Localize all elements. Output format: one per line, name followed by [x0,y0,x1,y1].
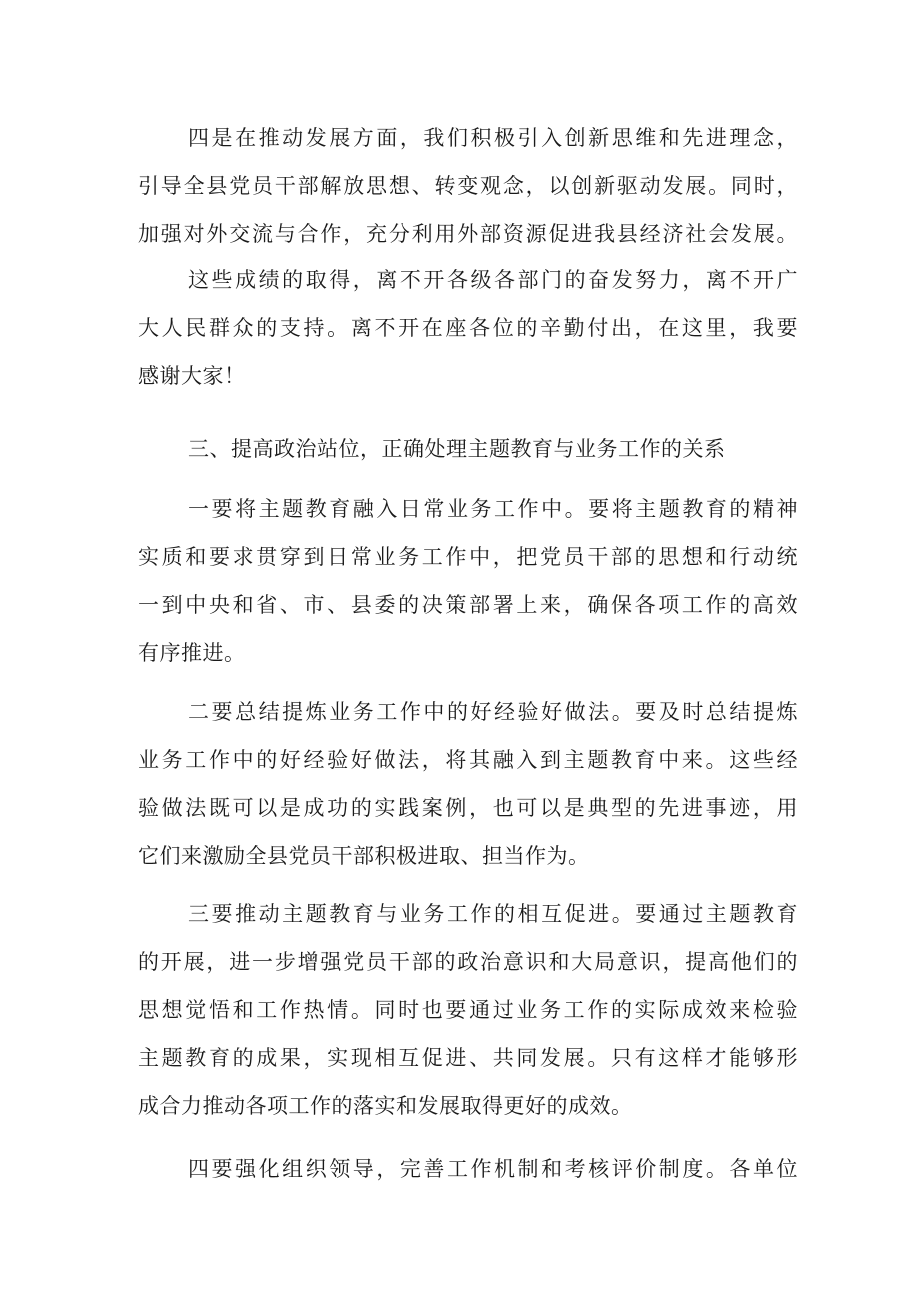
paragraph-line: 的开展，进一步增强党员干部的政治意识和大局意识，提高他们的 [138,950,798,974]
paragraph-line: 加强对外交流与合作，充分利用外部资源促进我县经济社会发展。 [138,222,798,246]
paragraph-line: 实质和要求贯穿到日常业务工作中，把党员干部的思想和行动统 [138,545,798,569]
paragraph-5 [138,688,798,880]
paragraph-1 [138,114,798,258]
paragraph-6 [138,890,798,1130]
paragraph-line: 这些成绩的取得，离不开各级各部门的奋发努力，离不开广 [188,268,798,292]
section-heading [138,425,798,473]
paragraph-line: 主题教育的成果，实现相互促进、共同发展。只有这样才能够形 [138,1046,798,1070]
paragraph-7 [138,1145,798,1193]
paragraph-line: 一到中央和省、市、县委的决策部署上来，确保各项工作的高效 [138,593,798,617]
paragraph-line: 四要强化组织领导，完善工作机制和考核评价制度。各单位 [188,1157,798,1181]
paragraph-line: 一要将主题教育融入日常业务工作中。要将主题教育的精神 [188,497,798,521]
paragraph-line: 三要推动主题教育与业务工作的相互促进。要通过主题教育 [188,902,798,926]
paragraph-line: 四是在推动发展方面，我们积极引入创新思维和先进理念， [188,126,798,150]
heading-line: 三、提高政治站位，正确处理主题教育与业务工作的关系 [188,437,726,461]
paragraph-line: 有序推进。 [138,641,246,665]
paragraph-line: 思想觉悟和工作热情。同时也要通过业务工作的实际成效来检验 [138,998,798,1022]
paragraph-line: 大人民群众的支持。离不开在座各位的辛勤付出，在这里，我要 [138,316,798,340]
paragraph-line: 验做法既可以是成功的实践案例，也可以是典型的先进事迹，用 [138,796,798,820]
paragraph-line: 它们来激励全县党员干部积极进取、担当作为。 [138,844,590,868]
paragraph-line: 业务工作中的好经验好做法，将其融入到主题教育中来。这些经 [138,748,798,772]
paragraph-2 [138,256,798,400]
paragraph-line: 二要总结提炼业务工作中的好经验好做法。要及时总结提炼 [188,700,798,724]
paragraph-4 [138,485,798,677]
paragraph-line: 成合力推动各项工作的落实和发展取得更好的成效。 [138,1094,633,1118]
paragraph-line: 感谢大家！ [138,364,246,388]
paragraph-line: 引导全县党员干部解放思想、转变观念，以创新驱动发展。同时， [138,174,798,198]
